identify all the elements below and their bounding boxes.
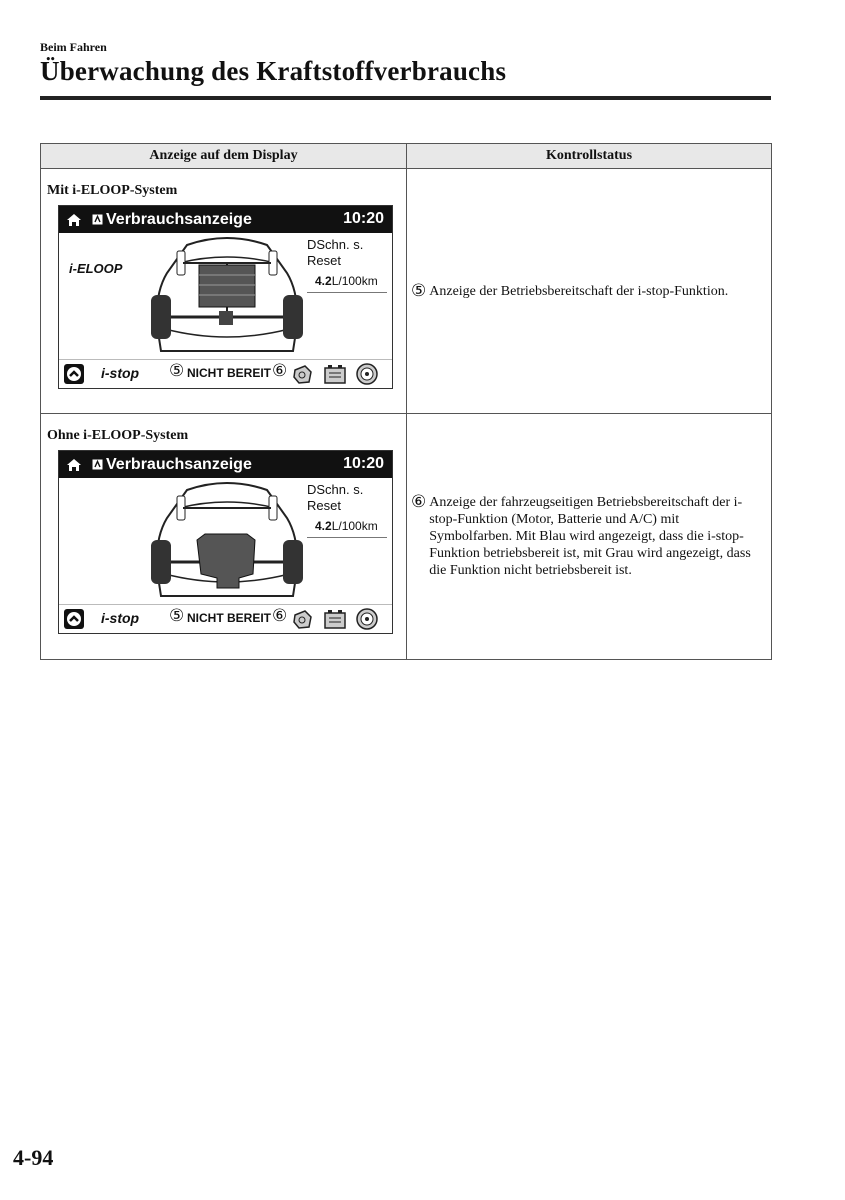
status-not-ready: NICHT BEREIT xyxy=(187,611,271,625)
display-cell xyxy=(41,169,407,414)
fuel-consumption-value: 4.2L/100km xyxy=(315,274,378,288)
column-header-display: Anzeige auf dem Display xyxy=(41,144,407,169)
screen-title: Verbrauchsanzeige xyxy=(106,455,252,473)
info-table xyxy=(40,143,772,660)
table-row xyxy=(41,414,772,660)
screen-status-bar xyxy=(59,359,392,388)
display-cell xyxy=(41,414,407,660)
car-illustration xyxy=(147,233,307,363)
istop-label: i-stop xyxy=(101,365,140,381)
display-screen xyxy=(58,450,393,634)
status-marker: ⑥ xyxy=(411,492,427,512)
title-divider xyxy=(40,96,771,100)
average-label: DSchn. s. Reset xyxy=(307,237,364,268)
status-not-ready: NICHT BEREIT xyxy=(187,366,271,380)
battery-icon xyxy=(323,362,347,386)
engine-icon xyxy=(291,362,315,386)
car-illustration xyxy=(147,478,307,608)
status-cell xyxy=(407,414,772,660)
istop-label: i-stop xyxy=(101,610,140,626)
callout-marker-6: ⑥ xyxy=(272,606,288,626)
screen-title: Verbrauchsanzeige xyxy=(106,210,252,228)
callout-marker-5: ⑤ xyxy=(169,361,185,381)
chevron-up-button[interactable] xyxy=(64,609,84,629)
ac-icon xyxy=(355,607,379,631)
table-header-row xyxy=(41,144,772,169)
chevron-up-icon xyxy=(64,609,84,629)
average-label: DSchn. s. Reset xyxy=(307,482,364,513)
screen-status-bar xyxy=(59,604,392,633)
status-text: Anzeige der Betriebsbereitschaft der i-stop-Funktion. xyxy=(429,283,729,299)
chevron-up-icon xyxy=(64,364,84,384)
status-cell xyxy=(407,169,772,414)
section-label: Beim Fahren xyxy=(40,40,107,54)
chevron-up-button[interactable] xyxy=(64,364,84,384)
table-row xyxy=(41,169,772,414)
battery-icon xyxy=(323,607,347,631)
display-icon xyxy=(92,214,103,225)
display-icon xyxy=(92,459,103,470)
page-title: Überwachung des Kraftstoffverbrauchs xyxy=(40,56,507,86)
fuel-underline xyxy=(307,537,387,538)
system-label: Ohne i-ELOOP-System xyxy=(47,428,189,443)
page-number: 4-94 xyxy=(13,1145,54,1170)
screen-header xyxy=(59,451,392,478)
home-icon xyxy=(66,458,82,472)
display-screen xyxy=(58,205,393,389)
engine-icon xyxy=(291,607,315,631)
callout-marker-6: ⑥ xyxy=(272,361,288,381)
system-label: Mit i-ELOOP-System xyxy=(47,183,178,198)
callout-marker-5: ⑤ xyxy=(169,606,185,626)
ac-icon xyxy=(355,362,379,386)
status-description xyxy=(411,280,763,301)
screen-header xyxy=(59,206,392,233)
fuel-consumption-value: 4.2L/100km xyxy=(315,519,378,533)
home-icon xyxy=(66,213,82,227)
eloop-label: i-ELOOP xyxy=(69,261,123,276)
column-header-status: Kontrollstatus xyxy=(407,144,772,169)
status-text: Anzeige der fahrzeugseitigen Betriebsbereitschaft der i-stop-Funktion (Motor, Batterie und A/C) mit Symbolfarben. Mit Blau wird angezeigt, dass die i-stop-Funktion betriebsbereit ist, mit Grau wird angezeigt, dass die Funktion nicht betriebsbereit ist. xyxy=(429,495,751,578)
status-marker: ⑤ xyxy=(411,280,427,301)
screen-time: 10:20 xyxy=(343,210,384,227)
status-description xyxy=(411,494,763,579)
screen-time: 10:20 xyxy=(343,455,384,472)
fuel-underline xyxy=(307,292,387,293)
